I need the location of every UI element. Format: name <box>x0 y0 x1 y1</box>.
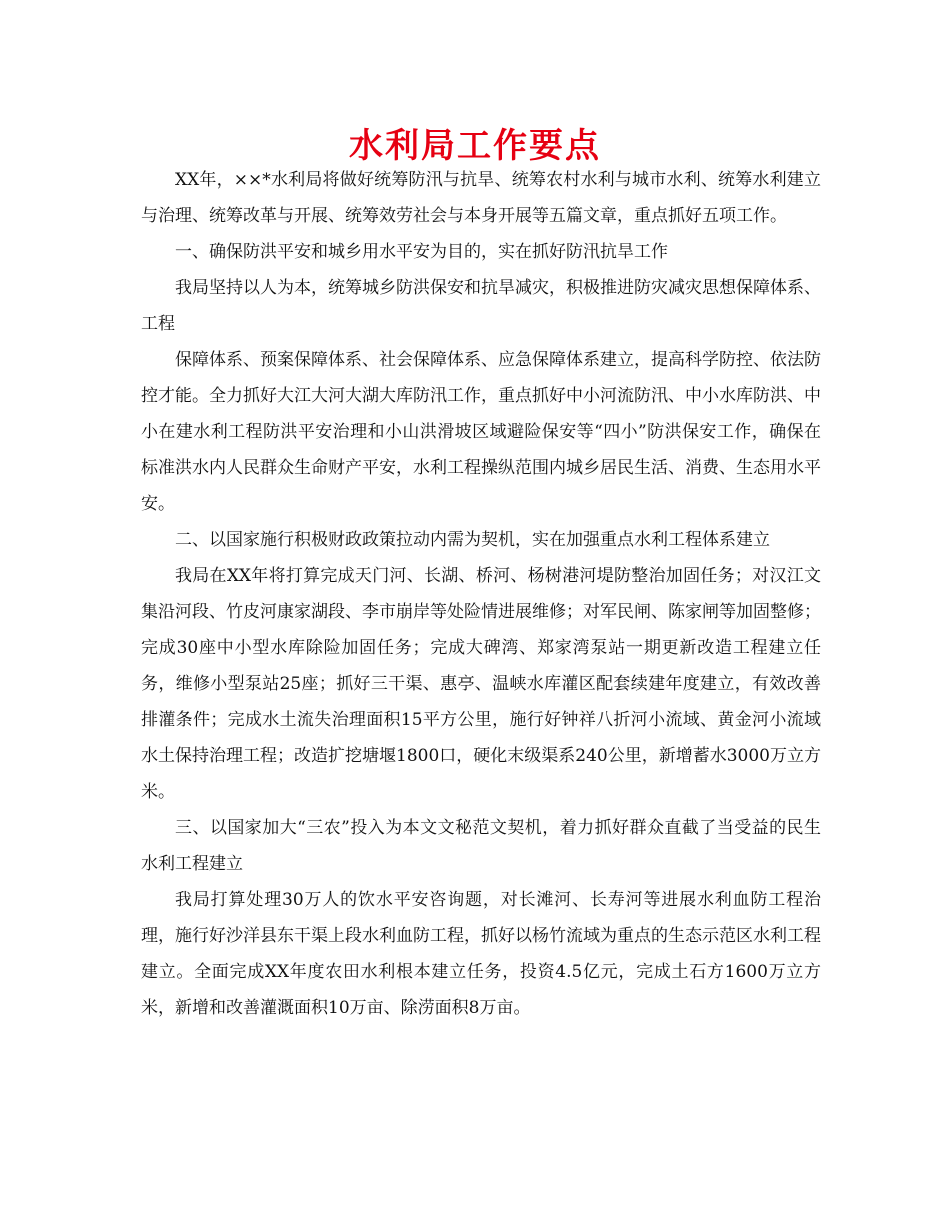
paragraph-intro: XX年，××*水利局将做好统筹防汛与抗旱、统筹农村水利与城市水利、统筹水利建立与治理、统筹改革与开展、统筹效劳社会与本身开展等五篇文章，重点抓好五项工作。 <box>141 170 821 226</box>
paragraph-security-systems: 保障体系、预案保障体系、社会保障体系、应急保障体系建立，提高科学防控、依法防控才能。全力抓好大江大河大湖大库防汛工作，重点抓好中小河流防汛、中小水库防洪、中小在建水利工程防洪平安治理和小山洪滑坡区域避险保安等“四小”防洪保安工作，确保在标准洪水内人民群众生命财产平安，水利工程操纵范围内城乡居民生活、消费、生态用水平安。 <box>141 350 821 514</box>
paragraph-heading-2: 二、以国家施行积极财政政策拉动内需为契机，实在加强重点水利工程体系建立 <box>175 530 770 550</box>
paragraph-flood-control: 我局坚持以人为本，统筹城乡防洪保安和抗旱减灾，积极推进防灾减灾思想保障体系、工程 <box>141 278 821 334</box>
paragraph-livelihood-projects: 我局打算处理30万人的饮水平安咨询题，对长滩河、长寿河等进展水利血防工程治理，施行好沙洋县东干渠上段水利血防工程，抓好以杨竹流域为重点的生态示范区水利工程建立。全面完成XX年度农田水利根本建立任务，投资4.5亿元，完成土石方1600万立方米，新增和改善灌溉面积10万亩、除涝面积8万亩。 <box>141 890 821 1018</box>
paragraph-heading-1: 一、确保防洪平安和城乡用水平安为目的，实在抓好防汛抗旱工作 <box>175 242 668 262</box>
paragraph-heading-3: 三、以国家加大“三农”投入为本文文秘范文契机，着力抓好群众直截了当受益的民生水利工程建立 <box>141 818 821 874</box>
document-title: 水利局工作要点 <box>349 126 601 166</box>
paragraph-key-projects: 我局在XX年将打算完成天门河、长湖、桥河、杨树港河堤防整治加固任务；对汉江文集沿河段、竹皮河康家湖段、李市崩岸等处险情进展维修；对军民闸、陈家闸等加固整修；完成30座中小型水库除险加固任务；完成大碑湾、郑家湾泵站一期更新改造工程建立任务，维修小型泵站25座；抓好三干渠、惠亭、温峡水库灌区配套续建年度建立，有效改善排灌条件；完成水土流失治理面积15平方公里，施行好钟祥八折河小流域、黄金河小流域水土保持治理工程；改造扩挖塘堰1800口，硬化末级渠系240公里，新增蓄水3000万立方米。 <box>141 566 821 802</box>
document-body <box>141 162 821 1026</box>
